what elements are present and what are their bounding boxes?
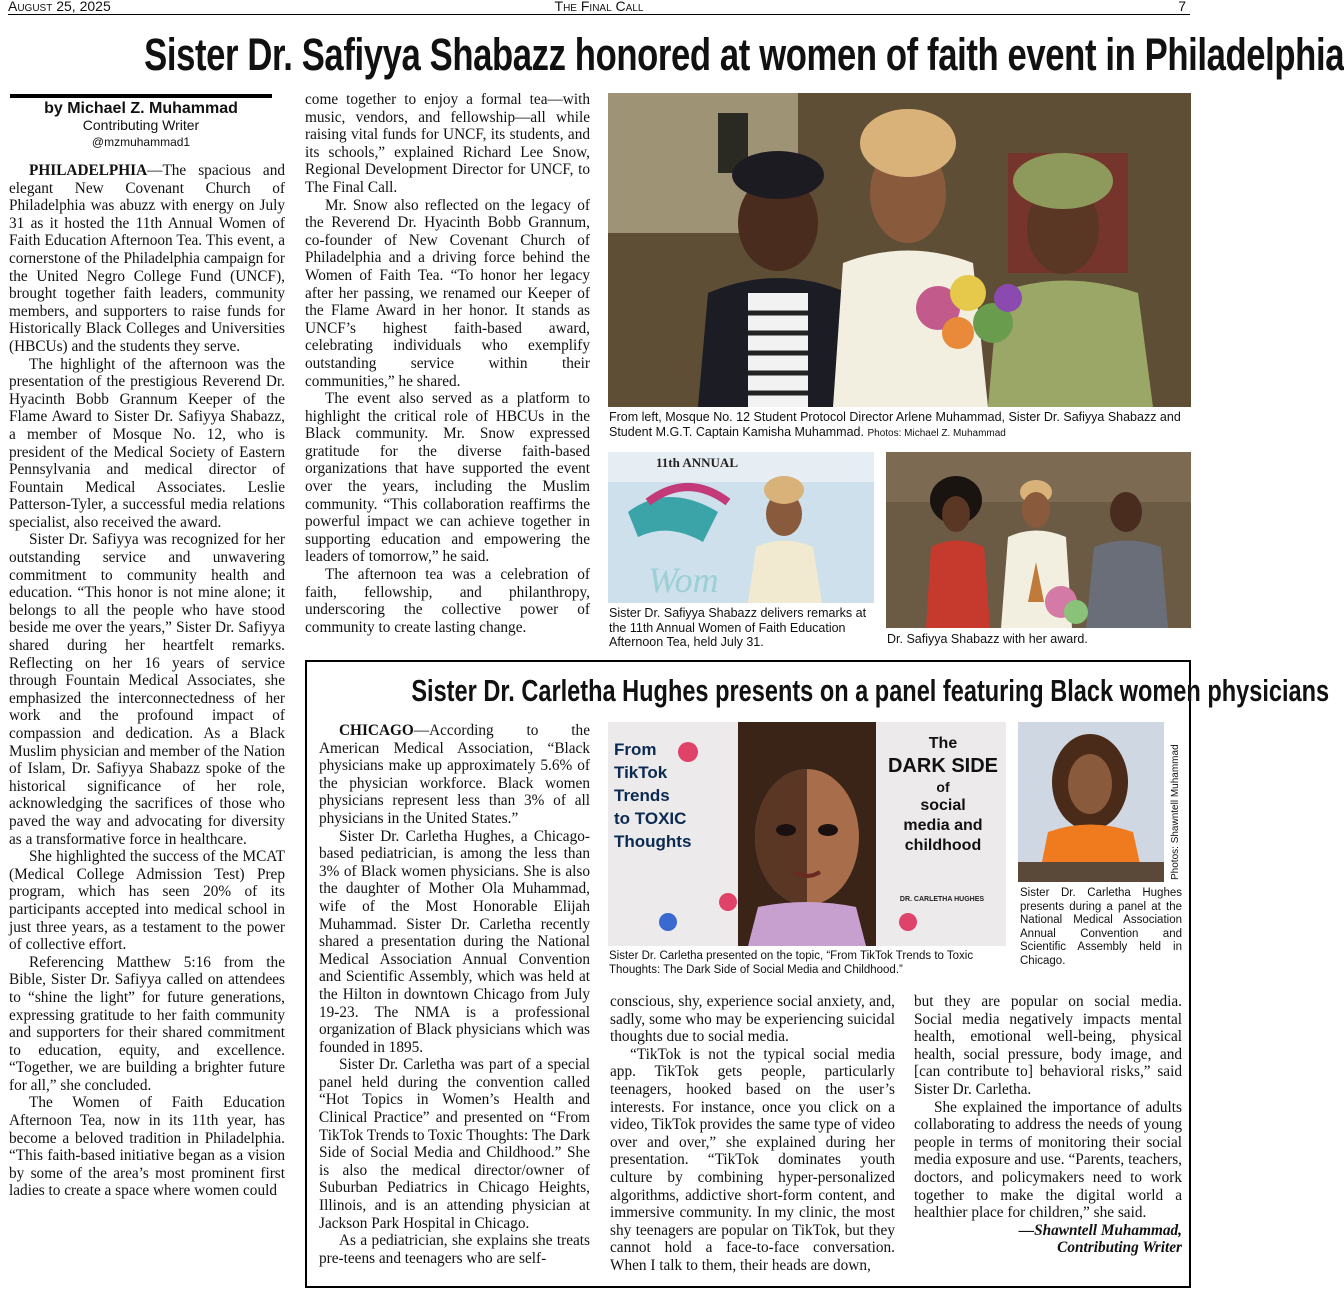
paragraph <box>9 1094 285 1200</box>
paragraph <box>305 566 590 636</box>
poster-left-line: From <box>614 740 657 759</box>
signature-line: Contributing Writer <box>1057 1239 1182 1257</box>
paragraph <box>319 1056 590 1232</box>
main-photo-caption-text: From left, Mosque No. 12 Student Protocol Director Arlene Muhammad, Sister Dr. Safiyya Shabazz and Student M.G.T. Captain Kamisha Muhammad. <box>609 410 1181 439</box>
poster-right-line: DARK SIDE <box>887 755 998 777</box>
paragraph <box>610 1046 895 1275</box>
page-number: 7 <box>1178 0 1186 14</box>
paragraph-text: come together to enjoy a formal tea—with music, vendors, and fellowship—all while raising vital funds for UNCF, its students, and its schools,” explained Richard Lee Snow, Regional Development Director for UNCF, to The Final Call. <box>305 91 590 196</box>
svg-text:Wom: Wom <box>648 560 719 600</box>
article2-column-3 <box>914 993 1182 1257</box>
poster-left-line: TikTok <box>614 763 668 782</box>
paragraph-text: The event also served as a platform to highlight the critical role of HBCUs in the Black community. Mr. Snow expressed gratitude for the diverse faith-based organizations that have supported the event over the years, including the Muslim community. “This collaboration reaffirms the powerful impact we can achieve together in supporting education and empowering the leaders of tomorrow,” he said. <box>305 390 590 566</box>
article1-column-1 <box>9 162 285 1200</box>
paragraph <box>305 390 590 566</box>
main-photo-credit: Photos: Michael Z. Muhammad <box>867 427 1006 439</box>
poster-right-line: childhood <box>904 837 982 854</box>
paragraph-text: The afternoon tea was a celebration of faith, fellowship, and philanthropy, underscoring the collective power of community to create lasting change. <box>305 566 590 636</box>
page-header <box>8 0 1190 15</box>
byline <box>10 94 272 151</box>
paragraph-text: but they are popular on social media. Social media negatively impacts mental health, emotional well-being, physical health, social pressure, body image, and [can contribute to] behavioral risks,” said Sister Dr. Carletha. <box>914 993 1182 1098</box>
portrait-photo <box>1018 722 1164 882</box>
paragraph <box>9 162 285 356</box>
portrait-caption: Sister Dr. Carletha Hughes presents during a panel at the National Medical Association Annual Convention and Scientific Assembly held in Chicago. <box>1020 887 1182 967</box>
paragraph-text: conscious, shy, experience social anxiety, and, sadly, some who may be experiencing suicidal thoughts due to social media. <box>610 993 895 1046</box>
article2-column-1 <box>319 722 590 1267</box>
poster-right-line: The <box>928 735 958 752</box>
poster-right-line: of <box>936 779 950 795</box>
award-photo-illustration <box>886 452 1191 628</box>
paragraph <box>305 91 590 197</box>
signature-line: —Shawntell Muhammad, <box>1018 1221 1182 1239</box>
portrait-photo-credit: Photos: Shawntell Muhammad <box>1170 744 1181 880</box>
paragraph <box>319 1232 590 1267</box>
paragraph-text: Sister Dr. Carletha Hughes, a Chicago-based pediatrician, is among the less than 3% of Black women physicians. She is also the daughter of Mother Ola Muhammad, wife of the Most Honorable Elijah Muhammad. Sister Dr. Carletha recently shared a presentation during the National Medical Association Annual Convention and Scientific Assembly, which was held at the Hilton in downtown Chicago from July 19-23. The NMA is a professional organization of Black physicians which was founded in 1895. <box>319 827 590 1056</box>
paragraph <box>9 848 285 954</box>
paragraph-text: She highlighted the success of the MCAT (Medical College Admission Test) Prep program, which has seen 20% of its participants accepted into medical school in just three years, as a testament to the power of collective effort. <box>9 848 285 954</box>
paragraph-text: As a pediatrician, she explains she treats pre-teens and teenagers who are self- <box>319 1232 590 1267</box>
paragraph <box>9 531 285 848</box>
article2-column-2 <box>610 993 895 1275</box>
main-photo-illustration <box>608 93 1191 407</box>
byline-author: by Michael Z. Muhammad <box>44 100 238 117</box>
poster-presenter: DR. CARLETHA HUGHES <box>899 896 985 903</box>
paragraph-text: —The spacious and elegant New Covenant Church of Philadelphia was abuzz with energy on July 31 as it hosted the 11th Annual Women of Faith Education Afternoon Tea. This event, a cornerstone of the Philadelphia campaign for the United Negro College Fund (UNCF), brought together faith leaders, community members, and supporters to raise funds for Historically Black Colleges and Universities (HBCUs) and the students they serve. <box>9 162 285 355</box>
speaker-photo-illustration <box>608 452 874 603</box>
dateline: PHILADELPHIA <box>29 162 148 179</box>
issue-date: August 25, 2025 <box>8 0 111 14</box>
main-photo <box>608 93 1191 407</box>
byline-title: Contributing Writer <box>82 117 200 133</box>
poster-left-line: Trends <box>614 786 670 805</box>
paragraph-text: Sister Dr. Carletha was part of a special panel held during the convention called “Hot Topics in Women’s Health and Clinical Practice” and presented on “From TikTok Trends to Toxic Thoughts: The Dark Side of Social Media and Childhood.” She is also the medical director/owner of Suburban Pediatrics in Chicago Heights, Illinois, and is an attending physician at Jackson Park Hospital in Chicago. <box>319 1056 590 1232</box>
paragraph-text: —According to the American Medical Association, “Black physicians make up approximately 5.6% of the physician workforce. Black women physicians represent less than 3% of all physicians in the United States.” <box>319 722 590 827</box>
paragraph <box>319 722 590 828</box>
byline-handle: @mzmuhammad1 <box>91 135 191 149</box>
main-photo-caption <box>609 410 1191 441</box>
paragraph <box>305 197 590 391</box>
speaker-photo <box>608 452 874 603</box>
paragraph-text: “TikTok is not the typical social media app. TikTok gets people, particularly teenagers, hooked based on the user’s interests. For instance, once you click on a video, TikTok provides the same type of video over and over,” she explained during her presentation. “TikTok dominates youth culture by combining hyper-personalized algorithms, addictive short-form content, and immersive community. In my clinic, the most shy teenagers are popular on TikTok, but they cannot hold a face-to-face conversation. When I talk to them, their heads are down, <box>610 1045 895 1274</box>
speaker-photo-caption: Sister Dr. Safiyya Shabazz delivers remarks at the 11th Annual Women of Faith Education Afternoon Tea, held July 31. <box>609 606 867 649</box>
portrait-photo-illustration <box>1018 722 1164 882</box>
article1-headline: Sister Dr. Safiyya Shabazz honored at women of faith event in Philadelphia <box>144 29 1344 80</box>
paragraph <box>9 954 285 1095</box>
paragraph <box>914 1099 1182 1222</box>
paragraph-text: Referencing Matthew 5:16 from the Bible, Sister Dr. Safiyya called on attendees to “shine the light” for future generations, expressing gratitude to her faith community and supporters for their shared commitment to education, equity, and excellence. “Together, we are building a brighter future for all,” she concluded. <box>9 953 285 1094</box>
paragraph-text: She explained the importance of adults collaborating to address the needs of young people in terms of monitoring their social media exposure and use. “Parents, teachers, doctors, and policymakers need to work together to make the digital world a healthier place for children,” she said. <box>914 1098 1182 1222</box>
paragraph <box>914 993 1182 1099</box>
award-photo <box>886 452 1191 628</box>
poster-right-line: social <box>920 797 966 814</box>
banner-text: 11th ANNUAL <box>656 455 738 470</box>
paragraph <box>319 828 590 1057</box>
paragraph <box>610 993 895 1046</box>
award-photo-caption: Dr. Safiyya Shabazz with her award. <box>887 632 1088 646</box>
poster-right-text <box>884 734 1002 856</box>
paragraph-text: The Women of Faith Education Afternoon Tea, now in its 11th year, has become a beloved tradition in Philadelphia. “This faith-based initiative began as a vision by some of the area’s most prominent first ladies to create a space where women could <box>9 1094 285 1200</box>
article1-column-2 <box>305 91 590 636</box>
newspaper-name: The Final Call <box>554 0 644 14</box>
poster-caption: Sister Dr. Carletha presented on the topic, “From TikTok Trends to Toxic Thoughts: The Dark Side of Social Media and Childhood.” <box>609 950 974 976</box>
poster-left-line: to TOXIC <box>614 809 687 828</box>
poster-left-text <box>614 738 691 853</box>
paragraph-text: Mr. Snow also reflected on the legacy of the Reverend Dr. Hyacinth Bobb Grannum, co-founder of New Covenant Church of Philadelphia and a driving force behind the Women of Faith Tea. “To honor her legacy after her passing, we renamed our Keeper of the Flame Award in her honor. It stands as UNCF’s highest faith-based award, celebrating individuals who exemplify outstanding service within their communities,” he shared. <box>305 196 590 390</box>
dateline: CHICAGO <box>339 722 414 739</box>
paragraph <box>9 356 285 532</box>
paragraph-text: The highlight of the afternoon was the presentation of the prestigious Reverend Dr. Hyacinth Bobb Grannum Keeper of the Flame Award to Sister Dr. Safiyya Shabazz, a member of Mosque No. 12, who is president of the Medical Society of Eastern Pennsylvania and medical director of Fountain Medical Associates. Leslie Patterson-Tyler, a successful media relations specialist, also received the award. <box>9 355 285 531</box>
paragraph-text: Sister Dr. Safiyya was recognized for her outstanding service and unwavering commitment to community health and education. “This honor is not mine alone; it belongs to all the people who have stood beside me over the years,” Sister Dr. Safiyya shared during her heartfelt remarks. Reflecting on her 16 years of service through Fountain Medical Associates, she emphasized the interconnectedness of her work and the profound impact of compassion and dedication. As a Black Muslim physician and member of the Nation of Islam, Dr. Safiyya Shabazz spoke of the historical significance of her role, acknowledging the sacrifices of those who paved the way and advocating for diversity as a transformative force in healthcare. <box>9 531 285 848</box>
article2-headline: Sister Dr. Carletha Hughes presents on a panel featuring Black women physicians <box>411 673 1330 708</box>
poster-right-line: media and <box>903 817 983 834</box>
poster-left-line: Thoughts <box>614 832 692 851</box>
